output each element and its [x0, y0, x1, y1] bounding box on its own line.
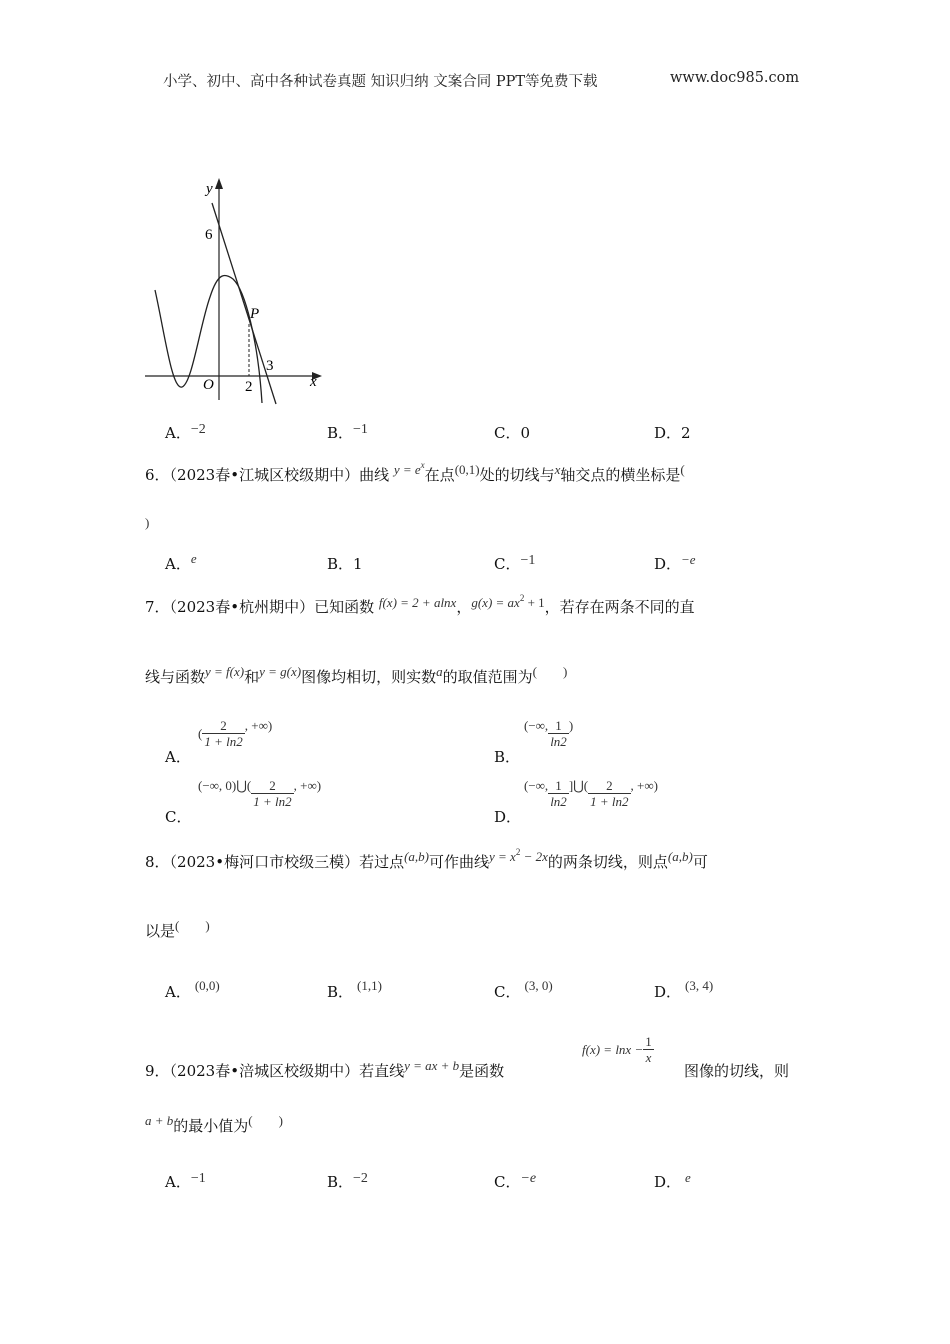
q7-option-a-letter[interactable]: A．: [165, 748, 191, 766]
q7-option-d-letter[interactable]: D．: [494, 808, 522, 826]
q9-stem-line1-tail: 图像的切线，则: [684, 1062, 790, 1080]
function-graph-figure: [140, 175, 330, 405]
q8-option-d[interactable]: D． (3, 4): [654, 978, 714, 1001]
q6-stem: 6．（2023春•江城区校级期中）曲线 $y = e^x$在点(0,1)处的切线与x轴交点的横坐标是(: [145, 460, 685, 484]
q9-option-c[interactable]: C．−e: [494, 1171, 537, 1191]
q6-option-b[interactable]: B．1: [327, 555, 363, 573]
q9-option-d[interactable]: D． e: [654, 1170, 691, 1191]
q9-option-a[interactable]: A．−1: [165, 1171, 206, 1191]
q9-stem-line1: 9．（2023春•涪城区校级期中）若直线y = ax + b是函数: [145, 1058, 505, 1080]
x-tick-label: 2: [245, 379, 253, 395]
header-url[interactable]: www.doc985.com: [670, 70, 800, 86]
x-axis-label: x: [310, 374, 317, 390]
q7-stem-line2: 线与函数y = f(x)和y = g(x)图像均相切，则实数a的取值范围为( ): [145, 664, 568, 686]
intercept-label: 3: [266, 358, 274, 374]
q7-option-b-letter[interactable]: B．: [494, 748, 521, 766]
q6-option-d[interactable]: D．−e: [654, 552, 696, 573]
q5-option-d[interactable]: D．2: [654, 424, 691, 442]
q5-option-b[interactable]: B．−1: [327, 422, 368, 442]
point-p-label: P: [250, 306, 260, 322]
q6-option-c[interactable]: C．−1: [494, 553, 536, 573]
y-axis-arrow: [215, 178, 223, 189]
q8-stem-line1: 8．（2023•梅河口市校级三模）若过点(a,b)可作曲线$y = x^2 - 2x$的两条切线，则点(a,b)可: [145, 847, 708, 871]
q7-stem-line1: 7．（2023春•杭州期中）已知函数 f(x) = 2 + alnx，$g(x) = ax^2 + 1$，若存在两条不同的直: [145, 593, 695, 616]
header-banner: 小学、初中、高中各种试卷真题 知识归纳 文案合同 PPT等免费下载: [163, 74, 598, 90]
q9-function-expr: f(x) = lnx − $\frac{1}{x}$: [582, 1034, 652, 1065]
q9-stem-line2: a + b的最小值为( ): [145, 1113, 283, 1135]
q5-option-a[interactable]: A．−2: [165, 422, 206, 442]
q5-option-c[interactable]: C．0: [494, 424, 531, 442]
y-axis-label: y: [206, 181, 213, 197]
q9-option-b[interactable]: B．−2: [327, 1171, 368, 1191]
origin-label: O: [203, 377, 214, 393]
q7-option-d-expr[interactable]: (−∞, $\frac{1}{\ln 2}$ ]⋃( $\frac{2}{1 + \ln 2}$ , +∞): [524, 778, 658, 809]
q7-option-c-expr[interactable]: $^{(-\infty, 0)⋃(}$ $\frac{2}{1 + \ln 2}$ , +∞): [198, 778, 322, 809]
y-tick-label: 6: [205, 227, 213, 243]
q8-option-b[interactable]: B． (1,1): [327, 978, 382, 1001]
q7-option-c-letter[interactable]: C．: [165, 808, 192, 826]
q6-option-a[interactable]: A．e: [165, 551, 197, 573]
q7-option-a-expr[interactable]: ( $\frac{2}{1 + \ln 2}$ , +∞): [198, 718, 273, 749]
q8-stem-line2: 以是( ): [145, 918, 210, 940]
q7-option-b-expr[interactable]: (−∞, $\frac{1}{\ln 2}$ ): [524, 718, 574, 749]
q8-option-c[interactable]: C． (3, 0): [494, 978, 553, 1001]
q8-option-a[interactable]: A． (0,0): [165, 978, 220, 1001]
q6-close-paren: ): [145, 515, 150, 530]
